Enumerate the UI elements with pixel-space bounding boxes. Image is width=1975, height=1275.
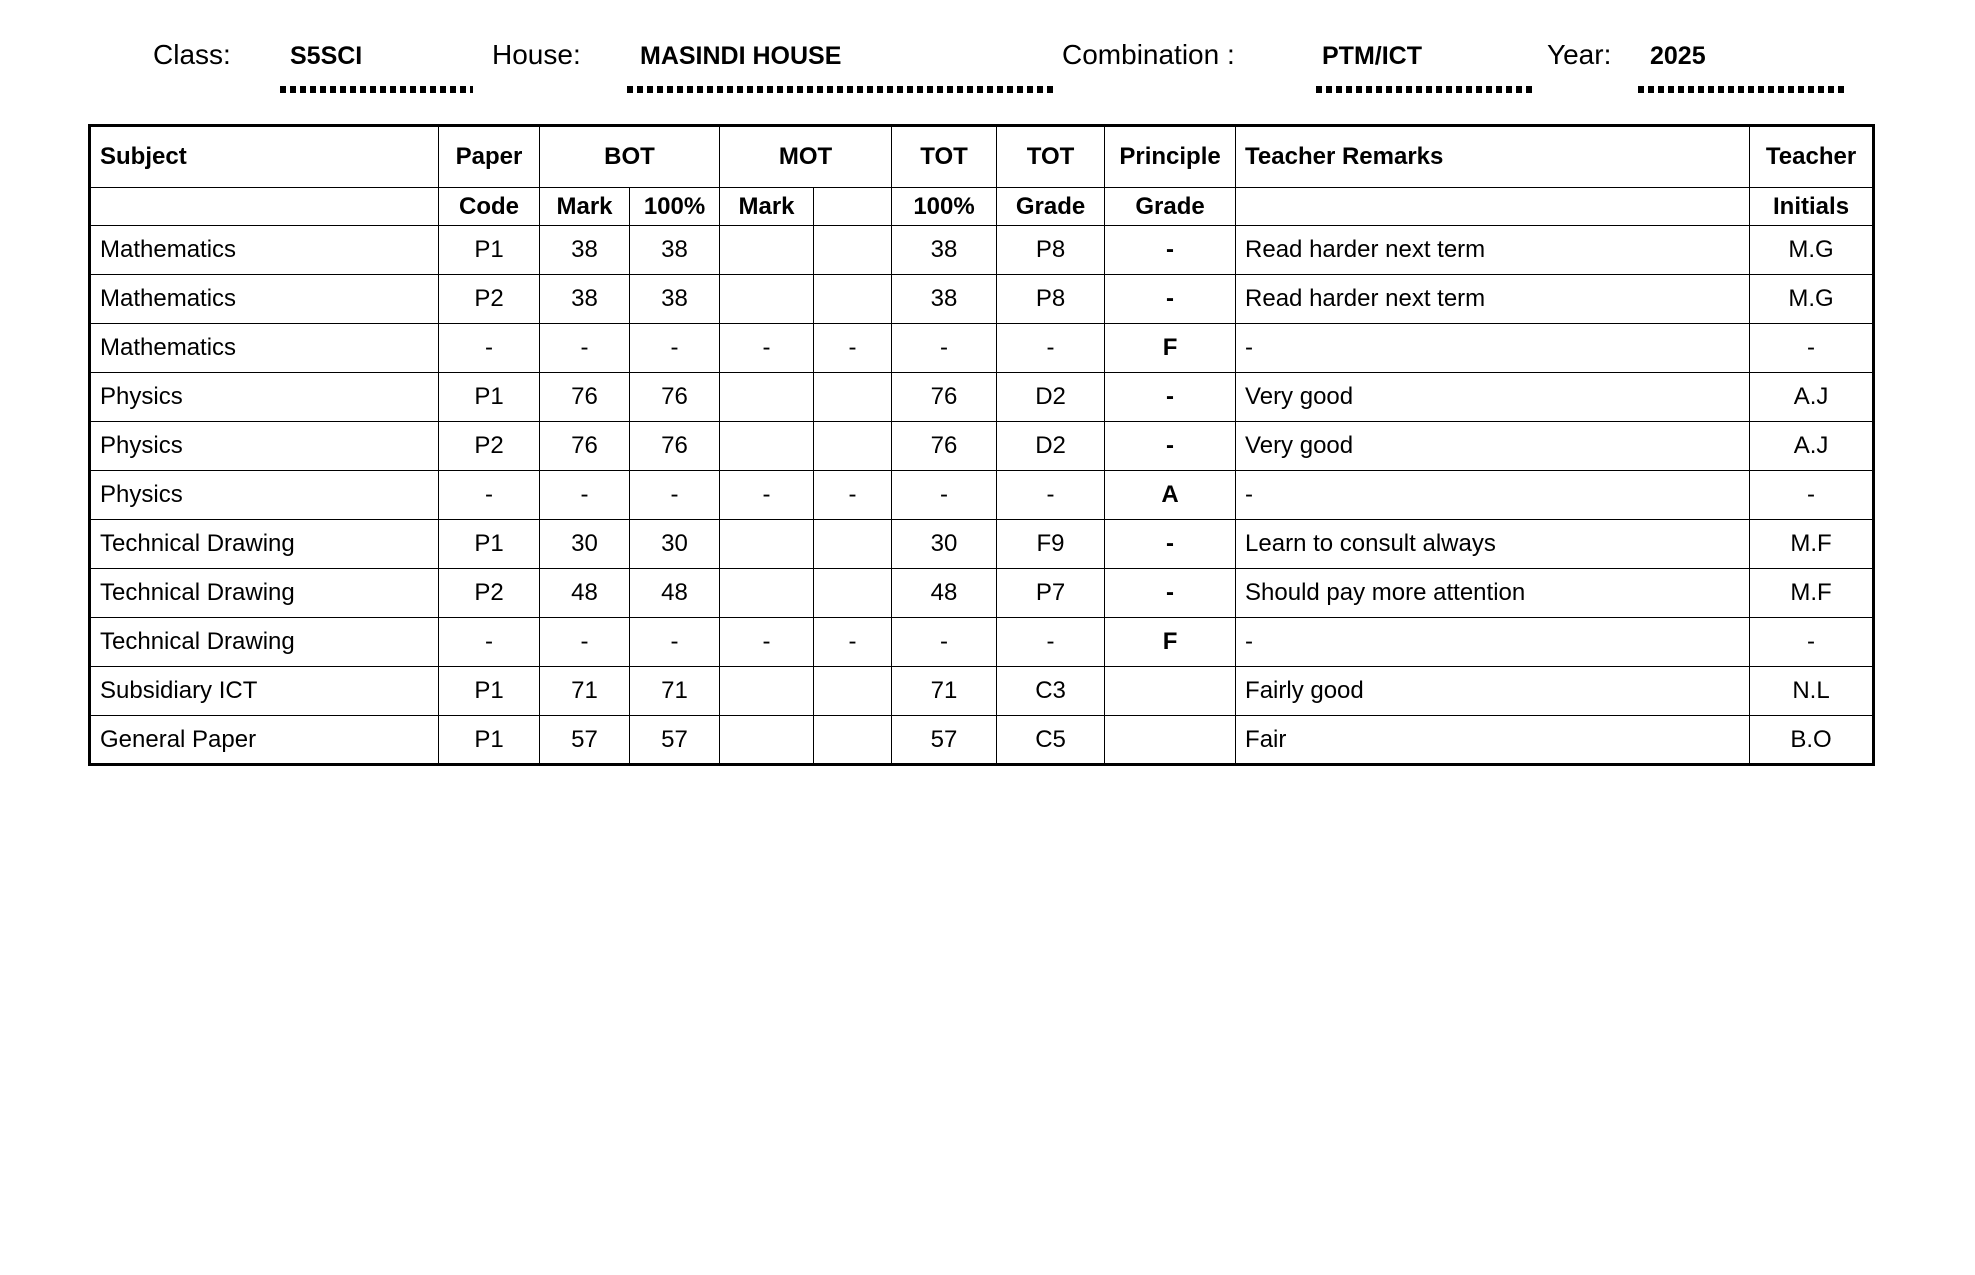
cell-mot-blank [814, 373, 892, 422]
cell-bot-mark: 30 [540, 520, 630, 569]
header-subject: Subject [90, 126, 439, 188]
cell-code: P1 [439, 667, 540, 716]
subheader-tot-pct: 100% [892, 188, 997, 226]
cell-remarks: - [1236, 471, 1750, 520]
cell-tot-grade: P7 [997, 569, 1105, 618]
cell-mot-blank [814, 716, 892, 765]
cell-bot-pct: 71 [630, 667, 720, 716]
table-row [90, 373, 1874, 422]
cell-bot-mark: 71 [540, 667, 630, 716]
cell-tot-pct: 48 [892, 569, 997, 618]
header-row-2 [90, 188, 1874, 226]
header-row-1 [90, 126, 1874, 188]
cell-mot-mark [720, 569, 814, 618]
table-row [90, 275, 1874, 324]
cell-tot-grade: C3 [997, 667, 1105, 716]
header-tot-grade: TOT [997, 126, 1105, 188]
table-row [90, 618, 1874, 667]
table-row [90, 226, 1874, 275]
subheader-subject-blank [90, 188, 439, 226]
cell-remarks: Should pay more attention [1236, 569, 1750, 618]
cell-mot-blank: - [814, 618, 892, 667]
header-paper: Paper [439, 126, 540, 188]
table-row [90, 471, 1874, 520]
combination-label: Combination : [1062, 39, 1235, 70]
cell-subject: Technical Drawing [90, 520, 439, 569]
combination-value: PTM/ICT [1322, 42, 1422, 70]
header-mot: MOT [720, 126, 892, 188]
cell-tot-grade: - [997, 618, 1105, 667]
subheader-code: Code [439, 188, 540, 226]
subheader-bot-mark: Mark [540, 188, 630, 226]
cell-bot-pct: 38 [630, 275, 720, 324]
cell-tot-grade: D2 [997, 422, 1105, 471]
cell-principle-grade: - [1105, 275, 1236, 324]
cell-mot-blank [814, 275, 892, 324]
cell-mot-mark: - [720, 471, 814, 520]
cell-bot-pct: 76 [630, 422, 720, 471]
cell-tot-pct: - [892, 324, 997, 373]
subheader-tot-grade: Grade [997, 188, 1105, 226]
cell-code: - [439, 618, 540, 667]
year-label: Year: [1547, 39, 1612, 70]
cell-principle-grade: - [1105, 520, 1236, 569]
cell-bot-mark: 38 [540, 275, 630, 324]
cell-bot-mark: - [540, 324, 630, 373]
marks-table [88, 124, 1875, 766]
cell-mot-blank [814, 667, 892, 716]
cell-mot-mark [720, 716, 814, 765]
cell-bot-pct: - [630, 618, 720, 667]
cell-principle-grade: - [1105, 422, 1236, 471]
cell-subject: Technical Drawing [90, 569, 439, 618]
cell-code: - [439, 471, 540, 520]
cell-mot-mark [720, 520, 814, 569]
cell-principle-grade: - [1105, 226, 1236, 275]
cell-bot-mark: 38 [540, 226, 630, 275]
cell-mot-blank [814, 569, 892, 618]
table-row [90, 520, 1874, 569]
cell-bot-pct: 38 [630, 226, 720, 275]
cell-initials: - [1750, 618, 1874, 667]
cell-code: P2 [439, 569, 540, 618]
cell-bot-mark: 76 [540, 373, 630, 422]
cell-code: - [439, 324, 540, 373]
subheader-principle-grade: Grade [1105, 188, 1236, 226]
cell-initials: M.G [1750, 226, 1874, 275]
cell-tot-pct: 71 [892, 667, 997, 716]
cell-remarks: Fairly good [1236, 667, 1750, 716]
cell-subject: Technical Drawing [90, 618, 439, 667]
cell-remarks: - [1236, 324, 1750, 373]
subheader-remarks-blank [1236, 188, 1750, 226]
table-body [90, 226, 1874, 765]
cell-tot-grade: F9 [997, 520, 1105, 569]
cell-initials: M.F [1750, 520, 1874, 569]
cell-bot-mark: - [540, 471, 630, 520]
table-row [90, 569, 1874, 618]
cell-subject: Mathematics [90, 226, 439, 275]
cell-mot-blank [814, 422, 892, 471]
cell-mot-mark [720, 275, 814, 324]
combination-dotted-underline [1316, 86, 1532, 93]
header-teacher: Teacher [1750, 126, 1874, 188]
cell-bot-pct: 76 [630, 373, 720, 422]
cell-code: P1 [439, 716, 540, 765]
cell-initials: A.J [1750, 422, 1874, 471]
cell-tot-pct: 30 [892, 520, 997, 569]
cell-mot-mark [720, 422, 814, 471]
cell-bot-pct: - [630, 471, 720, 520]
year-value: 2025 [1650, 42, 1706, 70]
table-row [90, 667, 1874, 716]
cell-tot-grade: D2 [997, 373, 1105, 422]
cell-bot-mark: 76 [540, 422, 630, 471]
class-value: S5SCI [290, 42, 363, 70]
cell-remarks: Read harder next term [1236, 275, 1750, 324]
house-dotted-underline [627, 86, 1055, 93]
cell-remarks: - [1236, 618, 1750, 667]
cell-tot-pct: 57 [892, 716, 997, 765]
house-value: MASINDI HOUSE [640, 42, 842, 70]
cell-subject: Mathematics [90, 324, 439, 373]
table-row [90, 324, 1874, 373]
cell-subject: Subsidiary ICT [90, 667, 439, 716]
house-label: House: [492, 39, 581, 70]
cell-principle-grade: F [1105, 618, 1236, 667]
subheader-bot-pct: 100% [630, 188, 720, 226]
cell-subject: General Paper [90, 716, 439, 765]
cell-code: P1 [439, 520, 540, 569]
header-teacher-remarks: Teacher Remarks [1236, 126, 1750, 188]
table-header [90, 126, 1874, 226]
cell-tot-grade: - [997, 471, 1105, 520]
cell-tot-pct: 76 [892, 373, 997, 422]
cell-remarks: Learn to consult always [1236, 520, 1750, 569]
cell-subject: Physics [90, 373, 439, 422]
cell-initials: M.F [1750, 569, 1874, 618]
cell-bot-mark: - [540, 618, 630, 667]
cell-initials: N.L [1750, 667, 1874, 716]
cell-mot-blank [814, 520, 892, 569]
cell-tot-grade: C5 [997, 716, 1105, 765]
class-dotted-underline [280, 86, 473, 93]
table-row [90, 716, 1874, 765]
cell-principle-grade [1105, 667, 1236, 716]
year-dotted-underline [1638, 86, 1848, 93]
cell-tot-pct: - [892, 471, 997, 520]
cell-mot-mark [720, 667, 814, 716]
subheader-initials: Initials [1750, 188, 1874, 226]
cell-mot-mark: - [720, 324, 814, 373]
cell-subject: Mathematics [90, 275, 439, 324]
cell-principle-grade: - [1105, 569, 1236, 618]
cell-remarks: Fair [1236, 716, 1750, 765]
cell-subject: Physics [90, 422, 439, 471]
cell-code: P2 [439, 422, 540, 471]
cell-mot-mark [720, 226, 814, 275]
cell-initials: M.G [1750, 275, 1874, 324]
report-header-form [0, 0, 1975, 110]
cell-mot-blank [814, 226, 892, 275]
cell-initials: B.O [1750, 716, 1874, 765]
cell-principle-grade: - [1105, 373, 1236, 422]
subheader-mot-mark: Mark [720, 188, 814, 226]
cell-code: P2 [439, 275, 540, 324]
class-label: Class: [153, 39, 231, 70]
cell-initials: A.J [1750, 373, 1874, 422]
cell-bot-pct: - [630, 324, 720, 373]
cell-principle-grade [1105, 716, 1236, 765]
cell-principle-grade: A [1105, 471, 1236, 520]
cell-bot-pct: 48 [630, 569, 720, 618]
header-bot: BOT [540, 126, 720, 188]
cell-tot-grade: P8 [997, 275, 1105, 324]
cell-subject: Physics [90, 471, 439, 520]
cell-mot-mark [720, 373, 814, 422]
cell-bot-mark: 48 [540, 569, 630, 618]
header-tot-pct: TOT [892, 126, 997, 188]
cell-initials: - [1750, 324, 1874, 373]
cell-code: P1 [439, 373, 540, 422]
cell-principle-grade: F [1105, 324, 1236, 373]
cell-bot-pct: 30 [630, 520, 720, 569]
cell-tot-pct: 38 [892, 226, 997, 275]
cell-tot-grade: P8 [997, 226, 1105, 275]
header-principle: Principle [1105, 126, 1236, 188]
table-row [90, 422, 1874, 471]
cell-initials: - [1750, 471, 1874, 520]
cell-mot-blank: - [814, 471, 892, 520]
subheader-mot-blank [814, 188, 892, 226]
cell-tot-pct: - [892, 618, 997, 667]
cell-bot-pct: 57 [630, 716, 720, 765]
cell-remarks: Very good [1236, 422, 1750, 471]
cell-tot-grade: - [997, 324, 1105, 373]
cell-code: P1 [439, 226, 540, 275]
cell-bot-mark: 57 [540, 716, 630, 765]
cell-remarks: Read harder next term [1236, 226, 1750, 275]
cell-remarks: Very good [1236, 373, 1750, 422]
cell-tot-pct: 76 [892, 422, 997, 471]
cell-mot-blank: - [814, 324, 892, 373]
cell-tot-pct: 38 [892, 275, 997, 324]
cell-mot-mark: - [720, 618, 814, 667]
